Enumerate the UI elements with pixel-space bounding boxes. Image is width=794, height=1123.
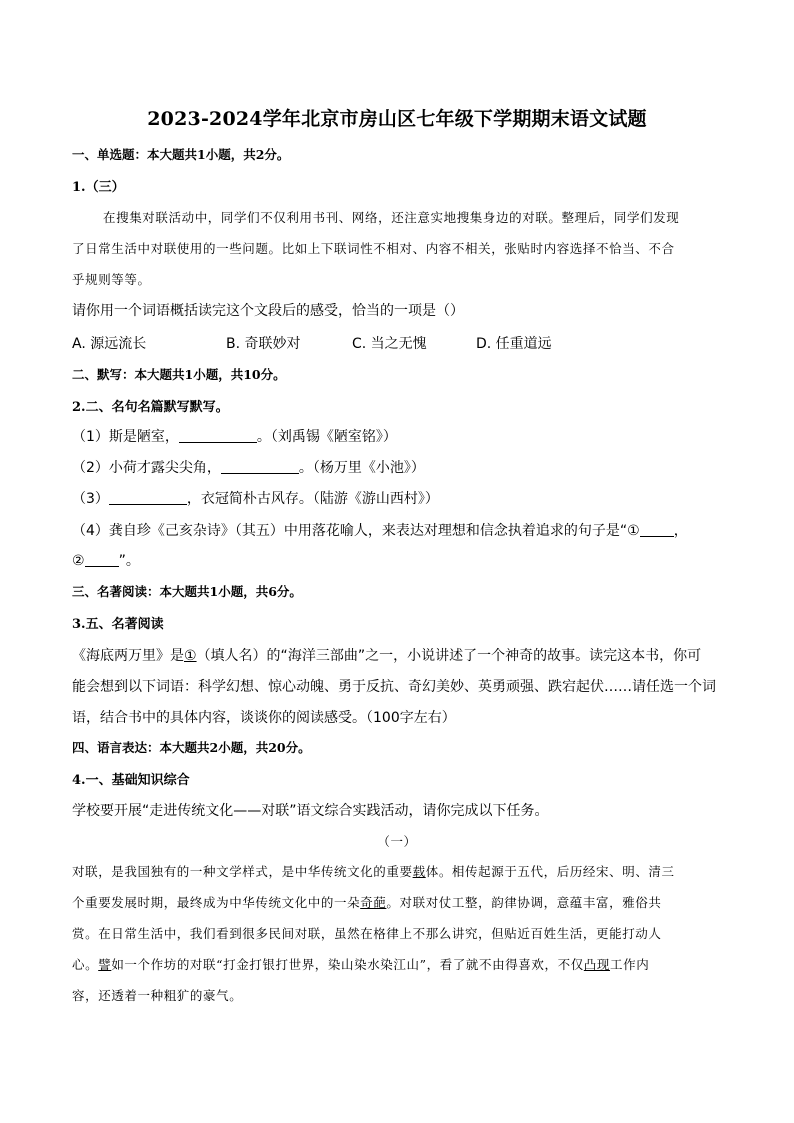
section-label: 四、语言表达：: [72, 740, 160, 755]
q1-passage-line-3: 乎规则等等。: [72, 272, 151, 287]
question-1-heading: 1.（三）: [72, 180, 125, 195]
answer-blank[interactable]: [221, 459, 299, 474]
q1-option-c[interactable]: C. 当之无愧: [352, 336, 427, 352]
q2-item-2: [72, 457, 425, 477]
section-info: 本大题共1小题，共10分。: [134, 367, 286, 382]
underlined-word: 载: [412, 864, 426, 879]
q3-line-1: [72, 645, 701, 665]
section-label: 二、默写：: [72, 367, 135, 382]
q4-passage-line-4: [72, 955, 649, 973]
answer-blank[interactable]: [179, 428, 257, 443]
q3-line-2: 能会想到以下词语：科学幻想、惊心动魄、勇于反抗、奇幻美妙、英勇顽强、跌宕起伏……请任选一个词: [72, 679, 716, 695]
question-4-heading: 4.一、基础知识综合: [72, 773, 190, 788]
question-3-heading: 3.五、名著阅读: [72, 617, 164, 632]
passage-text: 如一个作坊的对联“打金打银打世界，染山染水染江山”，看了就不由得喜欢，不仅: [111, 957, 584, 972]
passage-text: 体。相传起源于五代，后历经宋、明、清三: [425, 864, 675, 879]
section-info: 本大题共1小题，共6分。: [159, 584, 302, 599]
section-label: 一、单选题：: [72, 147, 148, 162]
q4-passage-line-3: 赏。在日常生活中，我们看到很多民间对联，虽然在格律上不那么讲究，但贴近百姓生活，更能打动人: [72, 926, 662, 941]
q4-passage-line-5: 容，还透着一种粗犷的豪气。: [72, 988, 243, 1003]
underlined-word: 譬: [98, 957, 112, 972]
q2-item-text: ”。: [118, 553, 140, 569]
q4-passage-line-1: [72, 862, 675, 880]
page-title: 2023-2024学年北京市房山区七年级下学期期末语文试题: [147, 108, 647, 130]
answer-marker[interactable]: ①: [184, 648, 197, 664]
q2-item-4-line-1: [72, 520, 688, 540]
q1-option-d[interactable]: D. 任重道远: [476, 336, 552, 352]
underlined-word: 奇葩: [360, 895, 387, 910]
q2-item-text: ，: [673, 523, 688, 539]
q2-item-text: ，衣冠简朴古风存。（陆游《游山西村》）: [186, 491, 439, 507]
q2-item-text: （3）: [72, 491, 109, 507]
question-2-heading: 2.二、名句名篇默写默写。: [72, 400, 229, 415]
q4-passage-line-2: [72, 893, 662, 911]
underlined-word: 凸现: [583, 957, 610, 972]
passage-text: 。对联对仗工整，韵律协调，意蕴丰富，雅俗共: [386, 895, 662, 910]
passage-text: 个重要发展时期，最终成为中华传统文化中的一朵: [72, 895, 361, 910]
q2-item-1: [72, 426, 397, 446]
q2-item-text: 。（杨万里《小池》）: [298, 460, 425, 476]
answer-blank[interactable]: [109, 490, 187, 505]
section-info: 本大题共1小题，共2分。: [147, 147, 290, 162]
q1-option-b[interactable]: B. 奇联妙对: [226, 336, 301, 352]
passage-text: 心。: [72, 957, 99, 972]
q1-option-a[interactable]: A. 源远流长: [72, 336, 147, 352]
q2-item-4-line-2: [72, 550, 140, 570]
q2-item-text: （1）斯是陋室，: [72, 429, 179, 445]
q3-text: （填人名）的“海洋三部曲”之一，小说讲述了一个神奇的故事。读完这本书，你可: [196, 648, 702, 664]
section-heading-2: [72, 365, 286, 383]
q2-item-text: ②: [72, 553, 85, 569]
q2-item-text: 。（刘禹锡《陋室铭》）: [256, 429, 397, 445]
q4-intro: 学校要开展“走进传统文化——对联”语文综合实践活动，请你完成以下任务。: [72, 803, 549, 819]
q4-subheading: （一）: [377, 834, 417, 849]
answer-blank[interactable]: [85, 552, 119, 567]
q1-passage-line-1: 在搜集对联活动中，同学们不仅利用书刊、网络，还注意实地搜集身边的对联。整理后，同学们发现: [103, 210, 680, 225]
q1-passage-line-2: 了日常生活中对联使用的一些问题。比如上下联词性不相对、内容不相关，张贴时内容选择不恰当、不合: [72, 241, 675, 256]
q3-text: 《海底两万里》是: [72, 648, 184, 664]
q1-prompt: 请你用一个词语概括读完这个文段后的感受，恰当的一项是（）: [72, 303, 464, 319]
answer-blank[interactable]: [640, 522, 674, 537]
section-info: 本大题共2小题，共20分。: [159, 740, 311, 755]
passage-text: 对联，是我国独有的一种文学样式，是中华传统文化的重要: [72, 864, 413, 879]
passage-text: 工作内: [610, 957, 650, 972]
section-heading-4: [72, 738, 311, 756]
q3-line-3: 语，结合书中的具体内容，谈谈你的阅读感受。（100字左右）: [72, 710, 456, 726]
q2-item-text: （2）小荷才露尖尖角，: [72, 460, 221, 476]
section-heading-1: [72, 145, 289, 163]
q2-item-text: （4）龚自珍《己亥杂诗》（其五）中用落花喻人，来表达对理想和信念执着追求的句子是“①: [72, 523, 640, 539]
q2-item-3: [72, 488, 439, 508]
section-label: 三、名著阅读：: [72, 584, 160, 599]
section-heading-3: [72, 582, 302, 600]
